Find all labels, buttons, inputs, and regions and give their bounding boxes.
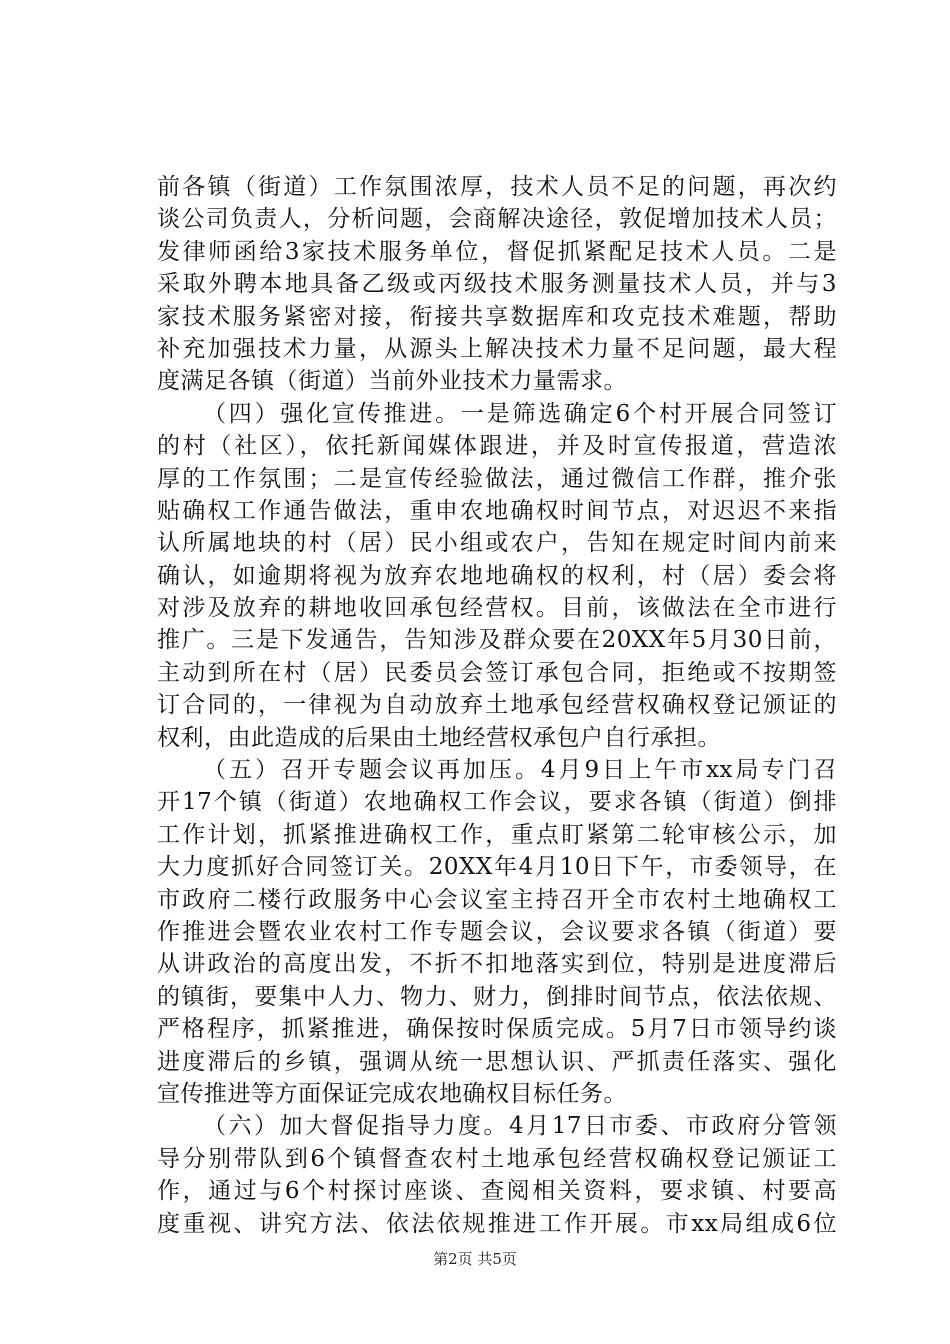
- text-line: 推广。三是下发通告，告知涉及群众要在20XX年5月30日前，: [157, 627, 837, 654]
- text-line: 导分别带队到6个镇督查农村土地承包经营权确权登记颁证工: [157, 1145, 837, 1172]
- text-line: 工作计划，抓紧推进确权工作，重点盯紧第二轮审核公示，加: [157, 821, 837, 848]
- text-line: 市政府二楼行政服务中心会议室主持召开全市农村土地确权工: [157, 886, 837, 913]
- text-line: 作，通过与6个村探讨座谈、查阅相关资料，要求镇、村要高: [157, 1178, 837, 1205]
- text-line: 开17个镇（街道）农地确权工作会议，要求各镇（街道）倒排: [157, 789, 837, 816]
- text-line: 严格程序，抓紧推进，确保按时保质完成。5月7日市领导约谈: [157, 1016, 837, 1043]
- text-line: 订合同的，一律视为自动放弃土地承包经营权确权登记颁证的: [157, 692, 837, 719]
- text-line: 认所属地块的村（居）民小组或农户，告知在规定时间内前来: [157, 530, 837, 557]
- text-line: 宣传推进等方面保证完成农地确权目标任务。: [157, 1080, 627, 1107]
- text-line: 主动到所在村（居）民委员会签订承包合同，拒绝或不按期签: [157, 659, 837, 686]
- body-text: [157, 171, 837, 1240]
- paragraph-heading-line: （四）强化宣传推进。一是筛选确定6个村开展合同签订: [203, 400, 837, 427]
- text-line: 谈公司负责人，分析问题，会商解决途径，敦促增加技术人员；: [157, 206, 837, 233]
- text-line: 度满足各镇（街道）当前外业技术力量需求。: [157, 368, 627, 395]
- paragraph-heading-line: （六）加大督促指导力度。4月17日市委、市政府分管领: [203, 1113, 837, 1140]
- text-line: 厚的工作氛围；二是宣传经验做法，通过微信工作群，推介张: [157, 465, 837, 492]
- text-line: 对涉及放弃的耕地收回承包经营权。目前，该做法在全市进行: [157, 595, 837, 622]
- text-line: 前各镇（街道）工作氛围浓厚，技术人员不足的问题，再次约: [157, 174, 837, 200]
- text-line: 从讲政治的高度出发，不折不扣地落实到位，特别是进度滞后: [157, 951, 837, 978]
- paragraph-heading-line: （五）召开专题会议再加压。4月9日上午市xx局专门召: [203, 757, 837, 784]
- text-line: 发律师函给3家技术服务单位，督促抓紧配足技术人员。二是: [157, 238, 837, 265]
- text-line: 大力度抓好合同签订关。20XX年4月10日下午，市委领导，在: [157, 854, 837, 881]
- text-line: 的村（社区），依托新闻媒体跟进，并及时宣传报道，营造浓: [157, 433, 837, 460]
- text-line: 作推进会暨农业农村工作专题会议，会议要求各镇（街道）要: [157, 918, 837, 945]
- text-line: 贴确权工作通告做法，重申农地确权时间节点，对迟迟不来指: [157, 497, 837, 524]
- text-line: 补充加强技术力量，从源头上解决技术力量不足问题，最大程: [157, 335, 837, 362]
- text-line: 度重视、讲究方法、依法依规推进工作开展。市xx局组成6位: [157, 1210, 837, 1237]
- text-line: 的镇街，要集中人力、物力、财力，倒排时间节点，依法依规、: [157, 983, 837, 1010]
- page-number-footer: 第2页 共5页: [433, 1250, 517, 1268]
- text-line: 进度滞后的乡镇，强调从统一思想认识、严抓责任落实、强化: [157, 1048, 837, 1075]
- text-line: 权利，由此造成的后果由土地经营权承包户自行承担。: [157, 724, 721, 751]
- text-line: 采取外聘本地具备乙级或丙级技术服务测量技术人员，并与3: [157, 271, 837, 298]
- text-line: 家技术服务紧密对接，衔接共享数据库和攻克技术难题，帮助: [157, 303, 837, 330]
- text-line: 确认，如逾期将视为放弃农地地确权的权利，村（居）委会将: [157, 562, 837, 589]
